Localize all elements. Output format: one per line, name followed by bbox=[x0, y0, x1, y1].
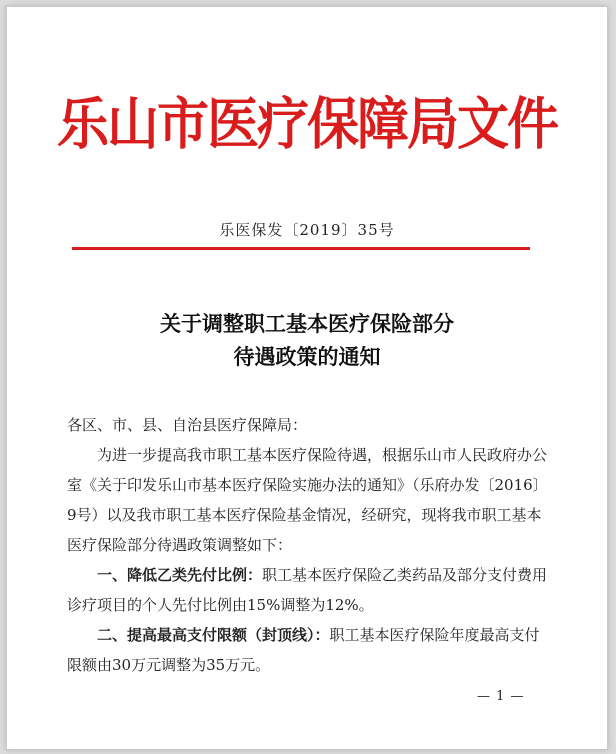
policy-item-2-heading: 二、提高最高支付限额（封顶线）： bbox=[97, 626, 330, 644]
page-number: — 1 — bbox=[477, 689, 525, 704]
document-title bbox=[7, 307, 607, 373]
red-divider-line bbox=[72, 247, 530, 250]
policy-item-1-text: 职工基本医疗保险乙类药品及部分支付费用诊疗项目的个人先付比例由15%调整为12%。 bbox=[67, 566, 548, 614]
salutation: 各区、市、县、自治县医疗保障局： bbox=[67, 416, 308, 434]
document-body bbox=[67, 410, 552, 680]
document-number: 乐医保发〔2019〕35号 bbox=[219, 221, 395, 239]
policy-item-1-heading: 一、降低乙类先付比例： bbox=[97, 566, 263, 584]
document-title-line-2: 待遇政策的通知 bbox=[233, 344, 381, 369]
document-page bbox=[6, 6, 608, 750]
policy-item-2-text: 职工基本医疗保险年度最高支付限额由30万元调整为35万元。 bbox=[67, 626, 540, 674]
policy-item-1 bbox=[67, 560, 552, 620]
policy-item-2 bbox=[67, 620, 552, 680]
document-header: 乐山市医疗保障局文件 bbox=[56, 91, 557, 158]
document-title-line-1: 关于调整职工基本医疗保险部分 bbox=[160, 311, 454, 336]
intro-paragraph: 为进一步提高我市职工基本医疗保险待遇，根据乐山市人民政府办公室《关于印发乐山市基本医疗保险实施办法的通知》（乐府办发〔2016〕9号）以及我市职工基本医疗保险基金情况，经研究，现将我市职工基本医疗保险部分待遇政策调整如下： bbox=[67, 446, 548, 554]
